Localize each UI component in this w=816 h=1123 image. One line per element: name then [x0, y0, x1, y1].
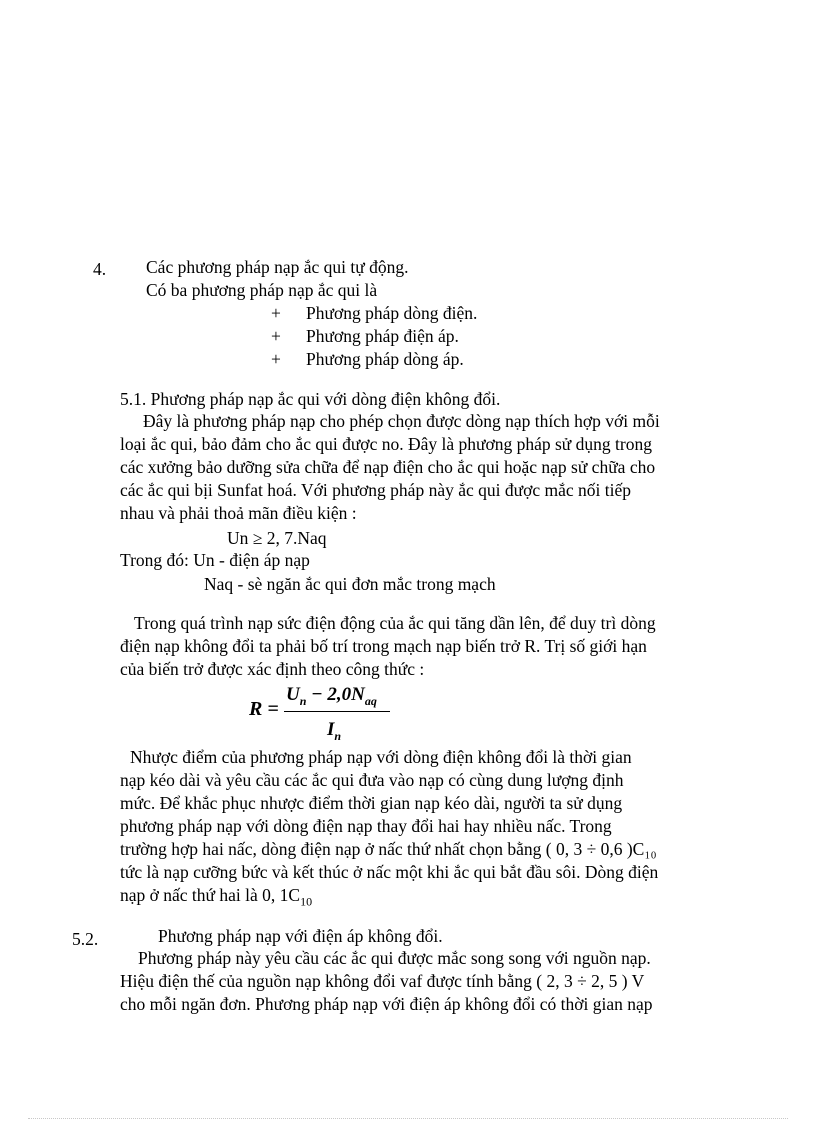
formula-i: I: [327, 719, 335, 740]
formula-u: U: [286, 684, 300, 705]
formula-u-sub: n: [299, 693, 307, 708]
paragraph-line: các xưởng bảo dưỡng sửa chữa để nạp điện cho ắc qui hoặc nạp sử chữa cho: [120, 457, 656, 477]
method-item: Phương pháp dòng áp.: [306, 349, 464, 369]
section-4-title: Các phương pháp nạp ắc qui tự động.: [146, 257, 409, 277]
where-naq: Naq - sè ngăn ắc qui đơn mắc trong mạch: [204, 574, 496, 594]
paragraph-line: nạp kéo dài và yêu cầu các ắc qui đưa vào nạp có cùng dung lượng định: [120, 770, 624, 790]
formula-i-sub: n: [334, 728, 342, 743]
section-4-intro: Có ba phương pháp nạp ắc qui là: [146, 280, 378, 300]
charge-condition: Un ≥ 2, 7.Naq: [227, 528, 327, 548]
section-5-2-number: 5.2.: [72, 929, 99, 949]
formula-n-sub: aq: [364, 693, 377, 708]
paragraph-line: trường hợp hai nấc, dòng điện nạp ở nấc thứ nhất chọn bằng ( 0, 3 ÷ 0,6 )C₁₀: [120, 839, 657, 859]
paragraph-line: mức. Để khắc phục nhược điểm thời gian nạp kéo dài, người ta sử dụng: [120, 793, 623, 813]
paragraph-line: cho mỗi ngăn đơn. Phương pháp nạp với điện áp không đổi có thời gian nạp: [120, 994, 653, 1014]
last-line-text: nạp ở nấc thứ hai là 0, 1C: [120, 885, 301, 905]
paragraph-line: Đây là phương pháp nạp cho phép chọn được dòng nạp thích hợp với mỗi: [143, 411, 660, 431]
section-5-1-heading: 5.1. Phương pháp nạp ắc qui với dòng điện không đổi.: [120, 389, 501, 409]
formula-denominator: [327, 718, 341, 741]
paragraph-line: Trong quá trình nạp sức điện động của ắc qui tăng dần lên, để duy trì dòng: [134, 613, 656, 633]
paragraph-line: các ắc qui bịi Sunfat hoá. Với phương pháp này ắc qui được mắc nối tiếp: [120, 480, 631, 500]
paragraph-line: Nhược điểm của phương pháp nạp với dòng điện không đổi là thời gian: [130, 747, 632, 767]
where-un: Trong đó: Un - điện áp nạp: [120, 550, 310, 570]
bullet-marker: +: [271, 303, 281, 323]
paragraph-line: loại ắc qui, bảo đảm cho ắc qui được no. Đây là phương pháp sử dụng trong: [120, 434, 652, 454]
bullet-marker: +: [271, 349, 281, 369]
section-4-number: 4.: [93, 259, 107, 279]
paragraph-line: Phương pháp này yêu cầu các ắc qui được mắc song song với nguồn nạp.: [138, 948, 651, 968]
method-item: Phương pháp dòng điện.: [306, 303, 478, 323]
paragraph-line: phương pháp nạp với dòng điện nạp thay đổi hai hay nhiều nấc. Trong: [120, 816, 612, 836]
fraction-line: [284, 711, 390, 712]
paragraph-line: nhau và phải thoả mãn điều kiện :: [120, 503, 357, 523]
section-5-2-title: Phương pháp nạp với điện áp không đổi.: [158, 926, 443, 946]
paragraph-line-last: [120, 884, 312, 907]
paragraph-line: điện nạp không đổi ta phải bố trí trong mạch nạp biến trở R. Trị số giới hạn: [120, 636, 647, 656]
paragraph-line: tức là nạp cưỡng bức và kết thúc ở nấc một khi ắc qui bắt đầu sôi. Dòng điện: [120, 862, 659, 882]
paragraph-line: Hiệu điện thế của nguồn nạp không đổi vaf được tính bằng ( 2, 3 ÷ 2, 5 ) V: [120, 971, 645, 991]
bullet-marker: +: [271, 326, 281, 346]
method-item: Phương pháp điện áp.: [306, 326, 459, 346]
formula-lhs: R =: [249, 698, 279, 720]
page-bottom-divider: [28, 1118, 788, 1119]
formula-num-rest: − 2,0N: [306, 684, 365, 705]
last-line-sub: 10: [300, 894, 313, 909]
formula-numerator: [286, 683, 377, 706]
paragraph-line: của biến trở được xác định theo công thức :: [120, 659, 425, 679]
